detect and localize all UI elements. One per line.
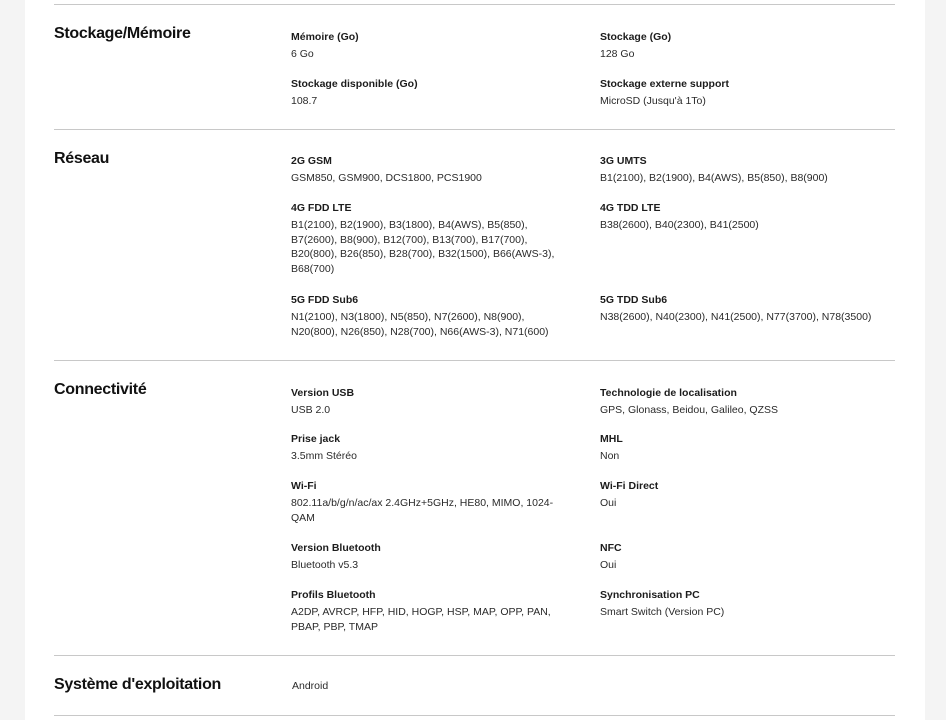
spec-panel xyxy=(25,0,925,720)
section-title-connectivity: Connectivité xyxy=(54,381,147,398)
spec-label: 5G TDD Sub6 xyxy=(600,294,668,306)
spec-label: Wi-Fi xyxy=(291,480,317,492)
spec-value: MicroSD (Jusqu'à 1To) xyxy=(600,95,706,107)
spec-value: N38(2600), N40(2300), N41(2500), N77(3700), N78(3500) xyxy=(600,311,872,323)
spec-value: Oui xyxy=(600,497,617,509)
spec-value: 802.11a/b/g/n/ac/ax 2.4GHz+5GHz, HE80, MIMO, 1024-QAM xyxy=(291,497,554,524)
spec-label: 4G FDD LTE xyxy=(291,202,352,214)
spec-label: Stockage externe support xyxy=(600,78,729,90)
spec-os-value: Android xyxy=(292,680,329,692)
spec-nfc xyxy=(600,541,876,573)
spec-external-storage xyxy=(600,77,876,109)
spec-value: USB 2.0 xyxy=(291,404,331,416)
spec-4g-fdd-lte xyxy=(291,201,567,276)
spec-label: Version USB xyxy=(291,387,355,399)
spec-bluetooth-profiles xyxy=(291,588,567,634)
section-title-os: Système d'exploitation xyxy=(54,676,222,693)
spec-label: Synchronisation PC xyxy=(600,589,700,601)
spec-value: Smart Switch (Version PC) xyxy=(600,606,725,618)
spec-location-tech xyxy=(600,386,876,418)
spec-usb-version xyxy=(291,386,567,418)
spec-5g-tdd-sub6 xyxy=(600,293,876,325)
section-title-storage: Stockage/Mémoire xyxy=(54,25,191,42)
spec-label: Stockage disponible (Go) xyxy=(291,78,418,90)
divider xyxy=(54,715,895,716)
spec-label: 2G GSM xyxy=(291,155,332,167)
spec-wifi xyxy=(291,479,567,525)
spec-2g-gsm xyxy=(291,154,567,186)
spec-label: Version Bluetooth xyxy=(291,542,381,554)
spec-3g-umts xyxy=(600,154,876,186)
spec-label: 3G UMTS xyxy=(600,155,647,167)
spec-label: MHL xyxy=(600,433,623,445)
spec-label: 5G FDD Sub6 xyxy=(291,294,359,306)
divider xyxy=(54,360,895,361)
spec-value: B1(2100), B2(1900), B4(AWS), B5(850), B8(900) xyxy=(600,172,828,184)
spec-value: Non xyxy=(600,450,620,462)
spec-value: 6 Go xyxy=(291,48,314,60)
spec-value: 108.7 xyxy=(291,95,318,107)
divider xyxy=(54,4,895,5)
spec-headphone-jack xyxy=(291,432,567,464)
spec-wifi-direct xyxy=(600,479,876,511)
spec-label: NFC xyxy=(600,542,622,554)
spec-value: A2DP, AVRCP, HFP, HID, HOGP, HSP, MAP, OPP, PAN, PBAP, PBP, TMAP xyxy=(291,606,551,633)
spec-label: 4G TDD LTE xyxy=(600,202,661,214)
spec-label: Stockage (Go) xyxy=(600,31,672,43)
spec-mhl xyxy=(600,432,876,464)
spec-value: Bluetooth v5.3 xyxy=(291,559,359,571)
spec-memory xyxy=(291,30,567,62)
spec-bluetooth-version xyxy=(291,541,567,573)
spec-value: B38(2600), B40(2300), B41(2500) xyxy=(600,219,759,231)
spec-5g-fdd-sub6 xyxy=(291,293,567,339)
spec-value: 128 Go xyxy=(600,48,635,60)
spec-label: Technologie de localisation xyxy=(600,387,737,399)
spec-value: B1(2100), B2(1900), B3(1800), B4(AWS), B5(850), B7(2600), B8(900), B12(700), B13(700), B17(700), B20(800), B26(850), B28(700), B32(1500), B66(AWS-3), B68(700) xyxy=(291,219,555,275)
spec-pc-sync xyxy=(600,588,876,620)
spec-4g-tdd-lte xyxy=(600,201,876,233)
divider xyxy=(54,129,895,130)
spec-value: GSM850, GSM900, DCS1800, PCS1900 xyxy=(291,172,482,184)
spec-label: Wi-Fi Direct xyxy=(600,480,659,492)
spec-label: Mémoire (Go) xyxy=(291,31,359,43)
spec-storage xyxy=(600,30,876,62)
section-title-network: Réseau xyxy=(54,150,110,167)
spec-label: Profils Bluetooth xyxy=(291,589,376,601)
divider xyxy=(54,655,895,656)
spec-value: GPS, Glonass, Beidou, Galileo, QZSS xyxy=(600,404,778,416)
spec-value: 3.5mm Stéréo xyxy=(291,450,357,462)
spec-label: Prise jack xyxy=(291,433,341,445)
spec-value: Oui xyxy=(600,559,617,571)
spec-available-storage xyxy=(291,77,567,109)
spec-value: N1(2100), N3(1800), N5(850), N7(2600), N8(900), N20(800), N26(850), N28(700), N66(AWS-3), N71(600) xyxy=(291,311,549,338)
